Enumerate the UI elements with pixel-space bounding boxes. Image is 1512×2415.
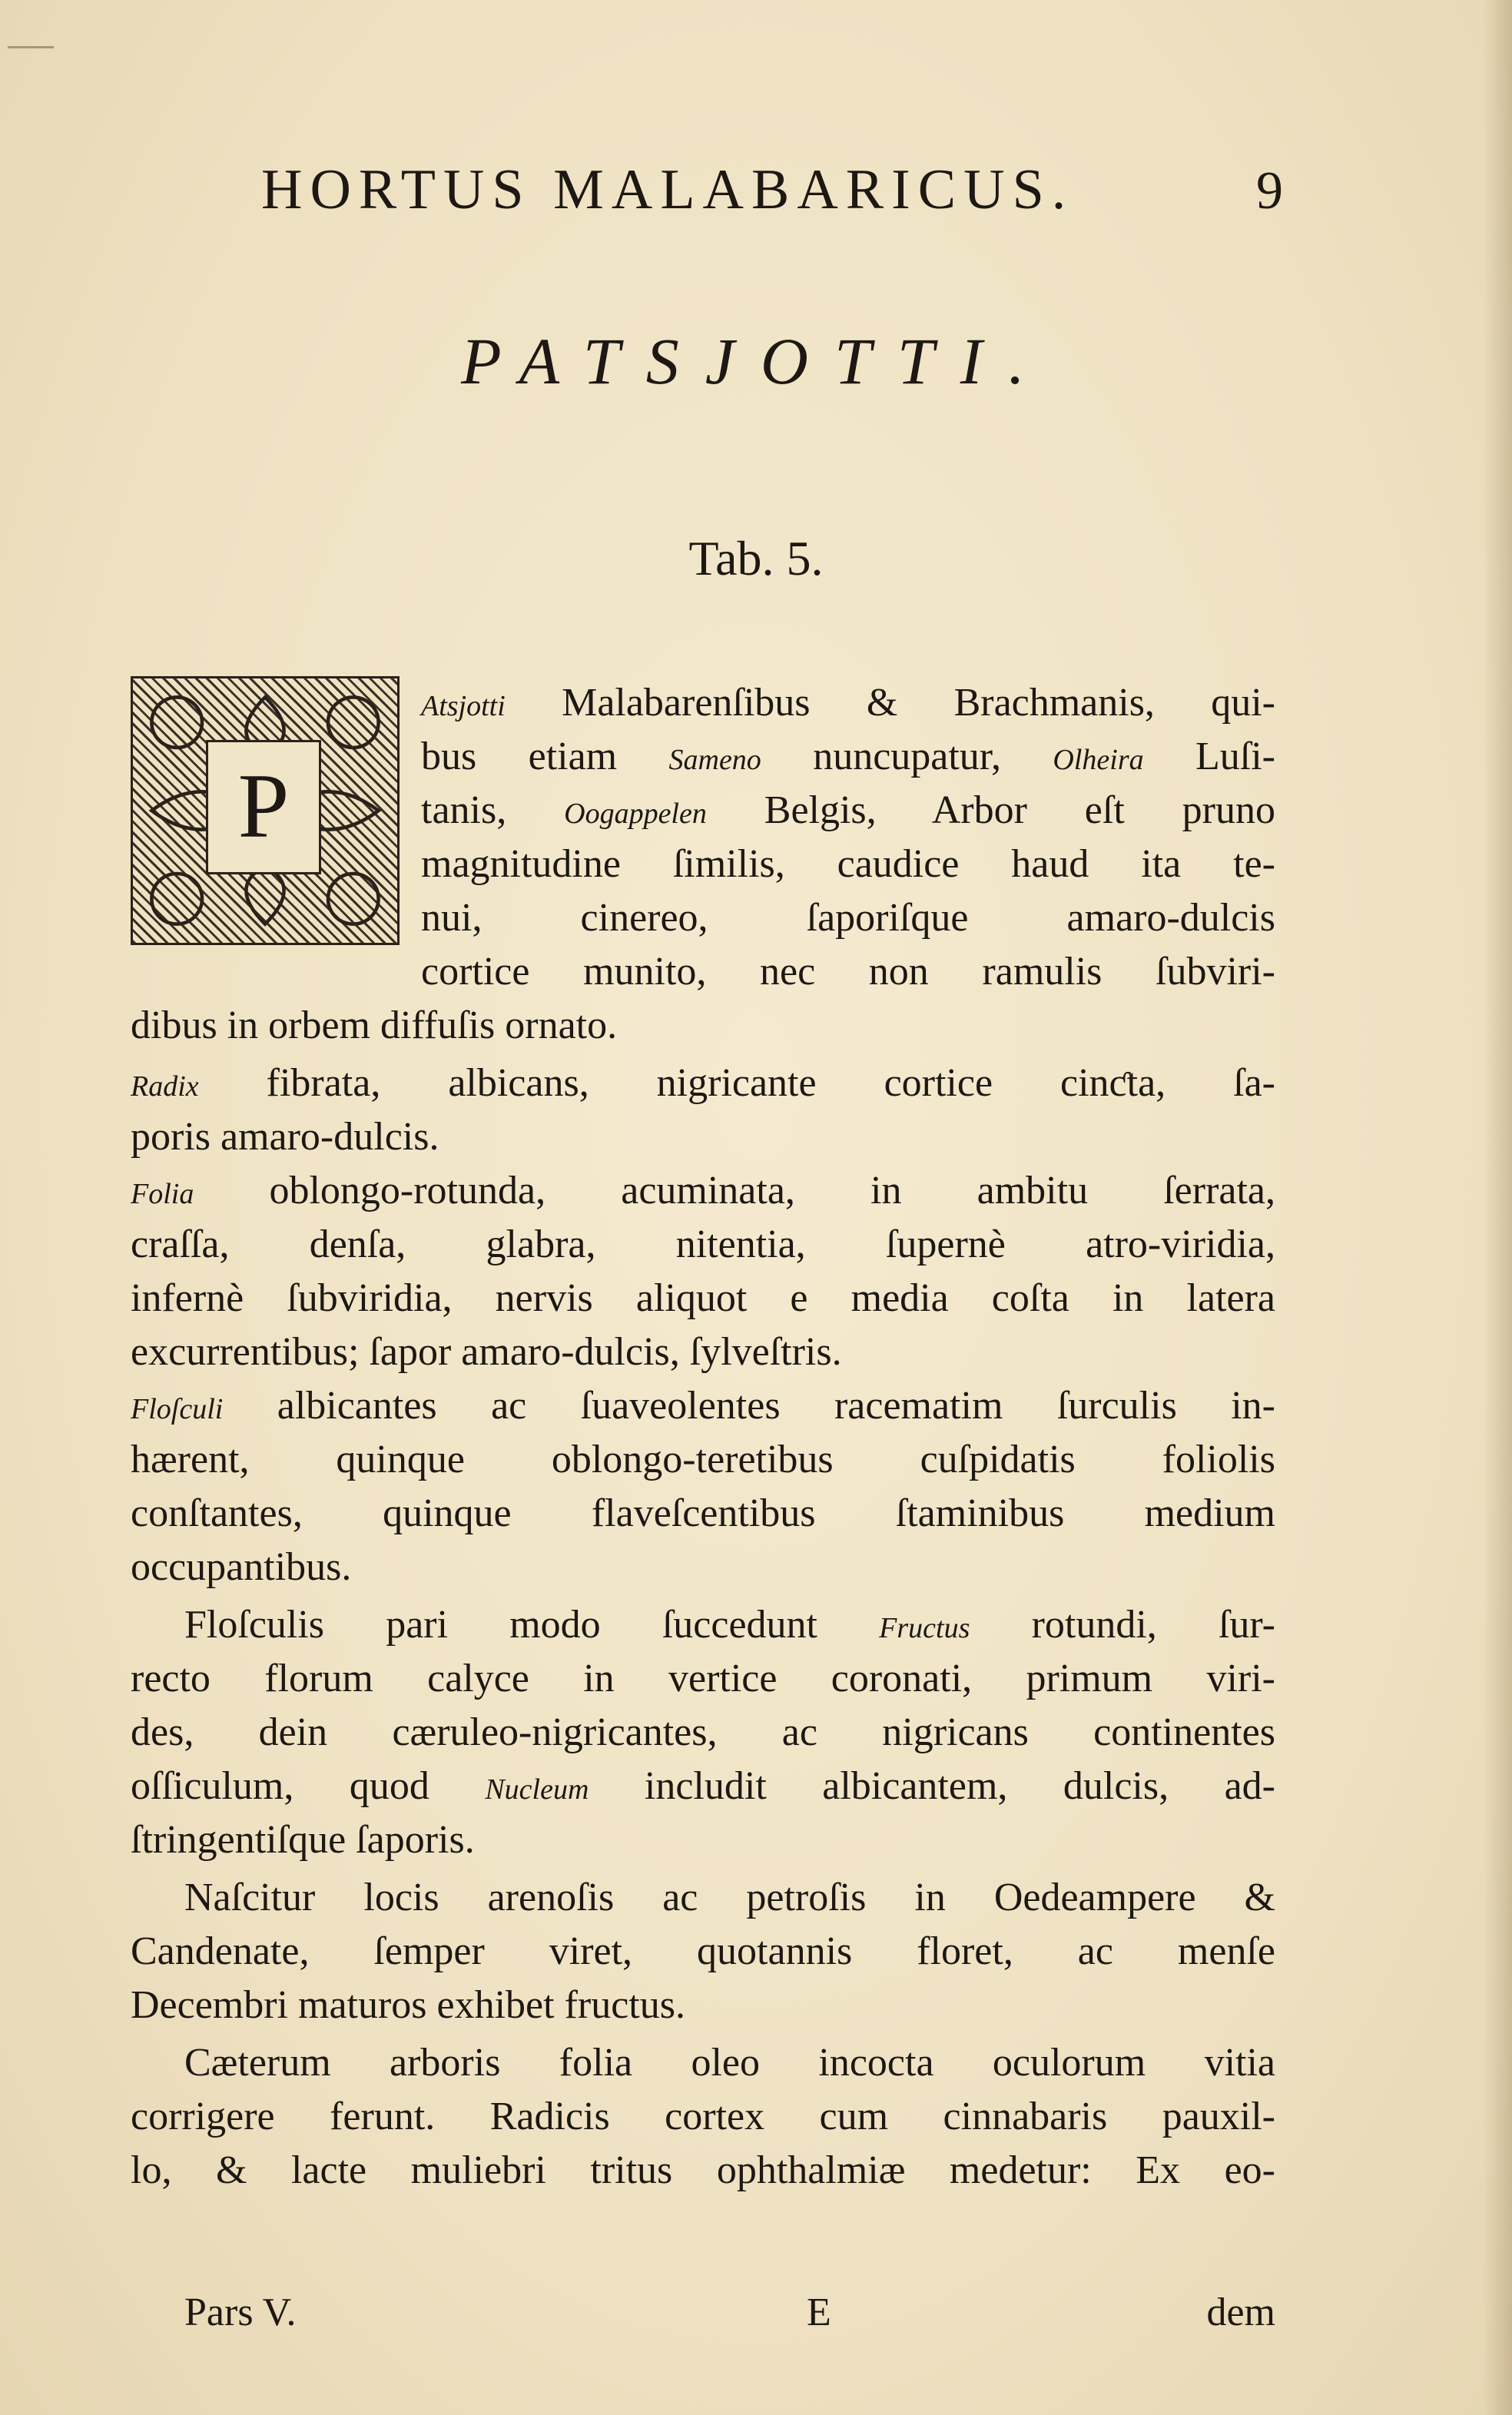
text-run: oblongo-rotunda, acuminata, in ambitu ſerrata, [194,1169,1275,1212]
text-line [131,1487,1275,1541]
italic-term: Olheira [1053,744,1144,776]
text-run: occupantibus. [131,1545,352,1589]
text-run: infernè ſubviridia, nervis aliquot e media coſta in latera [131,1276,1275,1320]
italic-term: Nucleum [485,1773,589,1806]
text-run: tanis, [421,788,565,832]
italic-term: Radix [131,1070,199,1103]
text-run: Cæterum arboris folia oleo incocta oculorum vitia [184,2041,1275,2085]
text-run: Candenate, ſemper viret, quotannis floret, ac menſe [131,1929,1275,1973]
text-line [131,1218,1275,1272]
text-run: ſtringentiſque ſaporis. [131,1818,475,1862]
text-line [131,1110,1275,1164]
text-run: corrigere ferunt. Radicis cortex cum cinnabaris pauxil- [131,2095,1275,2138]
text-run: des, dein cæruleo-nigricantes, ac nigricans continentes [131,1710,1275,1754]
italic-term: Fructus [879,1612,970,1644]
text-run: conſtantes, quinque flaveſcentibus ſtaminibus medium [131,1491,1275,1535]
text-line [131,1652,1275,1706]
text-run: fibrata, albicans, nigricante cortice cinƈta, ſa- [198,1061,1275,1105]
text-run: nui, cinereo, ſaporiſque amaro-dulcis [421,896,1275,940]
text-line [421,891,1275,945]
text-line [131,999,1275,1053]
text-line [131,1706,1275,1760]
text-run: Naſcitur locis arenoſis ac petroſis in Oedeampere & [184,1876,1275,1919]
text-run: Floſculis pari modo ſuccedunt [184,1603,880,1647]
text-line [131,1760,1275,1816]
page-header [261,158,1283,227]
text-run: Malabarenſibus & Brachmanis, qui- [505,681,1275,725]
text-run: poris amaro-dulcis. [131,1115,439,1159]
text-run: albicantes ac ſuaveolentes racematim ſurculis in- [223,1384,1275,1428]
text-line [131,1057,1275,1113]
plant-title: PATSJOTTI. [461,324,1051,398]
text-run: bus etiam [421,735,669,778]
footer-part: Pars V. [184,2291,297,2334]
italic-term: Oogappelen [564,798,707,830]
text-line [131,1325,1275,1379]
text-line [184,1598,1275,1655]
page-footer [131,2290,1275,2351]
text-line [421,838,1275,891]
text-line [131,1433,1275,1487]
text-line [421,676,1275,733]
text-run: nuncupatur, [761,735,1053,778]
text-run: rotundi, ſur- [970,1603,1275,1647]
italic-term: Sameno [668,744,761,776]
text-line [131,1272,1275,1325]
text-run: hærent, quinque oblongo-teretibus cuſpidatis foliolis [131,1438,1275,1481]
text-line [131,1379,1275,1436]
text-line [421,730,1275,787]
text-line [131,2090,1275,2144]
text-run: lo, & lacte muliebri tritus ophthalmiæ medetur: Ex eo- [131,2148,1275,2192]
text-line [131,1925,1275,1979]
text-line [131,1813,1275,1867]
text-run: Luſi- [1143,735,1275,778]
text-line [131,2144,1275,2198]
text-run: Belgis, Arbor eſt pruno [706,788,1275,832]
text-run: oſſiculum, quod [131,1764,486,1808]
text-line [131,1979,1275,2032]
text-line [184,1871,1275,1925]
text-run: dibus in orbem diffuſis ornato. [131,1003,618,1047]
text-line [421,784,1275,841]
text-line [131,1164,1275,1221]
text-run: cortice munito, nec non ramulis ſubviri- [421,950,1275,994]
text-line [131,1541,1275,1594]
plate-reference: Tab. 5. [688,531,824,586]
initial-letter: P [206,740,321,874]
footer-signature: E [807,2291,831,2334]
page-corner-mark [8,46,54,48]
text-run: craſſa, denſa, glabra, nitentia, ſupernè atro-viridia, [131,1222,1275,1266]
text-run: magnitudine ſimilis, caudice haud ita te- [421,842,1275,886]
page-number: 9 [1256,161,1283,221]
running-title: HORTUS MALABARICUS. [261,158,1074,221]
text-line [421,945,1275,999]
italic-term: Floſculi [131,1393,224,1425]
footer-catchword: dem [1206,2291,1275,2334]
italic-term: Atsjotti [421,690,506,722]
text-run: includit albicantem, dulcis, ad- [589,1764,1275,1808]
text-run: excurrentibus; ſapor amaro-dulcis, ſylveſtris. [131,1330,842,1374]
decorated-initial [131,676,400,945]
italic-term: Folia [131,1178,194,1210]
text-run: Decembri maturos exhibet fructus. [131,1983,685,2027]
text-line [184,2036,1275,2090]
text-run: recto florum calyce in vertice coronati, primum viri- [131,1657,1275,1700]
